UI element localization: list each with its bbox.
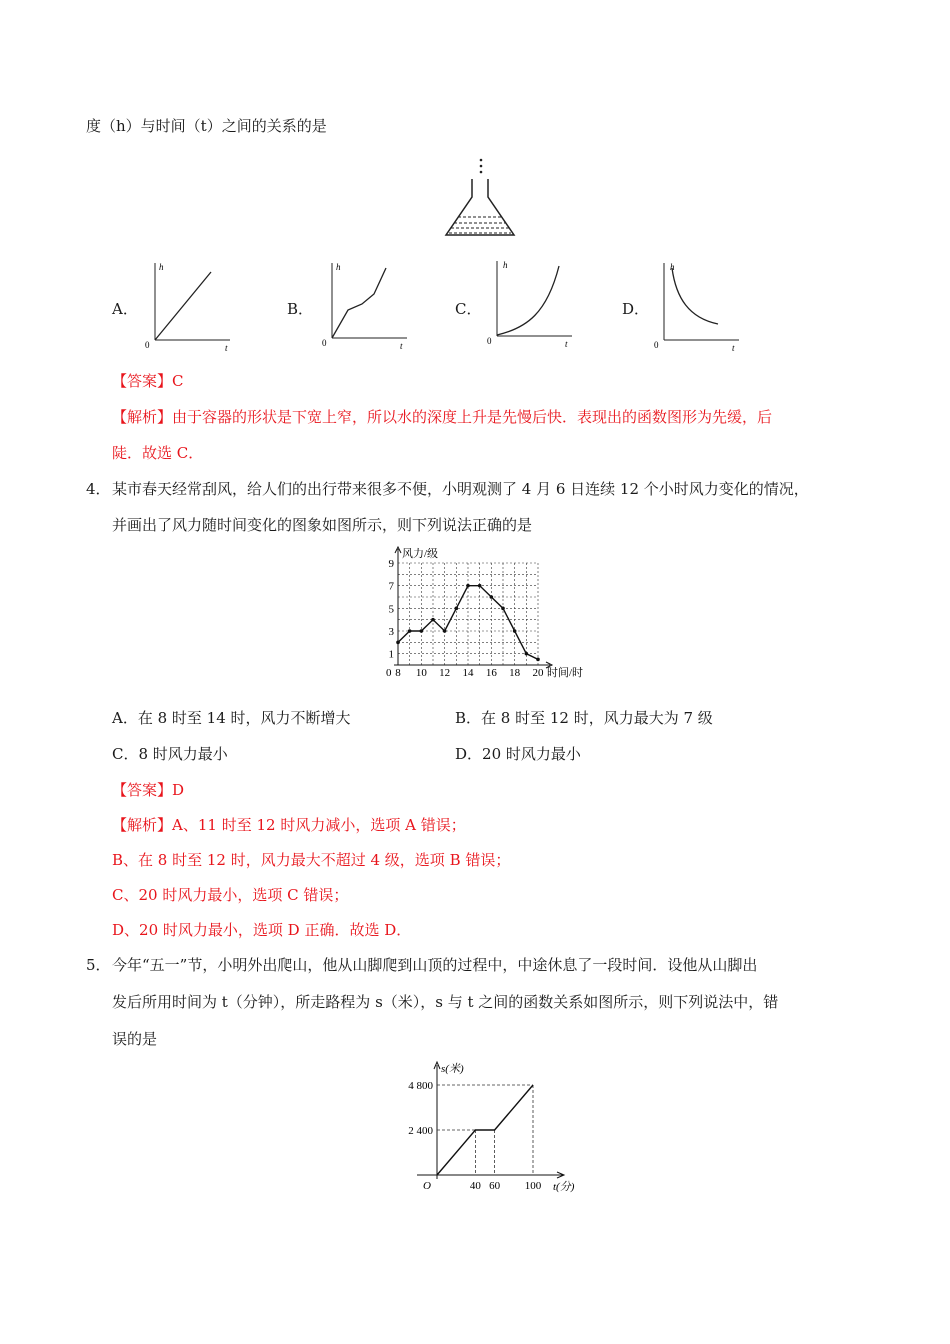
x-tick-label: 12 (439, 667, 451, 679)
y-axis-title: s(米) (441, 1063, 464, 1075)
q5-stem-line-2: 发后所用时间为 t（分钟），所走路程为 s（米），s 与 t 之间的函数关系如图所示，则下列说法中，错 (112, 993, 779, 1011)
q4-analysis-line-3: C、20 时风力最小，选项 C 错误； (112, 886, 349, 904)
x-tick-label: 16 (485, 667, 497, 679)
x-tick-label: 14 (462, 667, 474, 679)
q4-option-d: D．20 时风力最小 (455, 745, 581, 763)
q3-a-o-label: 0 (145, 340, 150, 350)
q3-d-h-label: h (670, 262, 675, 272)
q3-analysis-text-1: 由于容器的形状是下宽上窄，所以水的深度上升是先慢后快．表现出的函数图形为先缓，后 (172, 408, 773, 426)
x-tick-label: 18 (509, 667, 521, 679)
q3-c-h-label: h (503, 260, 508, 270)
q5-number: 5． (86, 956, 111, 974)
y-tick-label: 4 800 (408, 1080, 433, 1092)
x-tick-label: 40 (469, 1180, 481, 1192)
x-tick-label: 8 (395, 667, 401, 679)
q3-b-o-label: 0 (322, 338, 327, 348)
q3-a-t-label: t (225, 343, 228, 353)
wind-data-point (525, 652, 529, 656)
wind-data-point (408, 629, 412, 633)
q4-analysis-text-1: A、11 时至 12 时风力减小，选项 A 错误； (172, 816, 466, 834)
distance-series-line (437, 1085, 533, 1175)
x-tick-label: 100 (524, 1180, 542, 1192)
y-tick-label: 9 (388, 558, 394, 570)
origin-label: 0 (386, 667, 392, 679)
q3-stem: 度（h）与时间（t）之间的关系的是 (86, 117, 327, 135)
q3-option-a-label: A． (112, 300, 138, 318)
wind-data-point (466, 584, 470, 588)
x-axis-title: 时间/时 (547, 667, 584, 679)
q3-b-t-label: t (400, 341, 403, 351)
q3-option-b-label: B． (287, 300, 314, 318)
climb-chart (395, 1057, 585, 1197)
q3-a-h-label: h (159, 262, 164, 272)
q3-option-d-label: D． (622, 300, 650, 318)
x-tick-label: 60 (489, 1180, 501, 1192)
q4-option-a: A．在 8 时至 14 时，风力不断增大 (112, 709, 351, 727)
wind-data-point (478, 584, 482, 588)
y-tick-label: 3 (388, 626, 394, 638)
q3-c-o-label: 0 (487, 336, 492, 346)
y-tick-label: 5 (388, 603, 394, 616)
q3-option-c-graph (487, 258, 577, 353)
q3-d-t-label: t (732, 343, 735, 353)
q4-option-c: C．8 时风力最小 (112, 745, 228, 763)
wind-data-point (420, 629, 424, 633)
wind-data-point (536, 658, 540, 662)
q4-analysis-line-2: B、在 8 时至 12 时，风力最大不超过 4 级，选项 B 错误； (112, 851, 511, 869)
flask-figure (440, 157, 520, 241)
q4-stem-line-1: 某市春天经常刮风，给人们的出行带来很多不便，小明观测了 4 月 6 日连续 12 个小时风力变化的情况， (112, 480, 809, 498)
q3-answer-value: C (172, 372, 184, 390)
y-tick-label: 1 (388, 648, 394, 661)
wind-data-point (490, 595, 494, 599)
q3-analysis-line-1 (112, 407, 772, 427)
q3-option-d-graph (654, 258, 744, 353)
q4-analysis-line-4: D、20 时风力最小，选项 D 正确．故选 D． (112, 921, 412, 939)
origin-label: O (423, 1180, 431, 1192)
q4-analysis-line-1 (112, 815, 466, 835)
wind-data-point (513, 629, 517, 633)
q4-stem-line-2: 并画出了风力随时间变化的图象如图所示，则下列说法正确的是 (112, 516, 533, 534)
q3-c-t-label: t (565, 339, 568, 349)
wind-data-point (431, 618, 435, 622)
wind-data-point (501, 607, 505, 611)
q5-stem-line-1: 今年“五一”节，小明外出爬山，他从山脚爬到山顶的过程中，中途休息了一段时间．设他从山脚出 (112, 956, 758, 974)
q5-stem-line-3: 误的是 (112, 1030, 158, 1048)
q3-analysis-line-2: 陡．故选 C． (112, 444, 204, 462)
x-axis-title: t(分) (553, 1181, 575, 1193)
q4-option-b: B．在 8 时至 12 时，风力最大为 7 级 (455, 709, 713, 727)
q4-analysis-tag: 【解析】 (112, 816, 173, 834)
y-tick-label: 2 400 (408, 1125, 433, 1137)
q3-d-o-label: 0 (654, 340, 659, 350)
q3-analysis-tag: 【解析】 (112, 408, 173, 426)
q3-answer-tag: 【答案】 (112, 372, 173, 390)
q3-answer (112, 371, 184, 391)
q3-option-c-label: C． (455, 300, 482, 318)
x-tick-label: 10 (415, 667, 427, 679)
wind-chart (384, 545, 594, 680)
wind-data-point (455, 607, 459, 611)
x-tick-label: 20 (532, 667, 544, 679)
q3-option-b-graph (322, 258, 412, 353)
q4-number: 4． (86, 480, 111, 498)
wind-data-point (396, 641, 400, 645)
q4-answer (112, 780, 184, 800)
y-axis-title: 风力/级 (402, 548, 439, 560)
q4-answer-value: D (172, 781, 185, 799)
q3-option-a-graph (145, 258, 235, 353)
q4-answer-tag: 【答案】 (112, 781, 173, 799)
q3-b-h-label: h (336, 262, 341, 272)
y-tick-label: 7 (388, 580, 394, 593)
wind-data-point (443, 629, 447, 633)
